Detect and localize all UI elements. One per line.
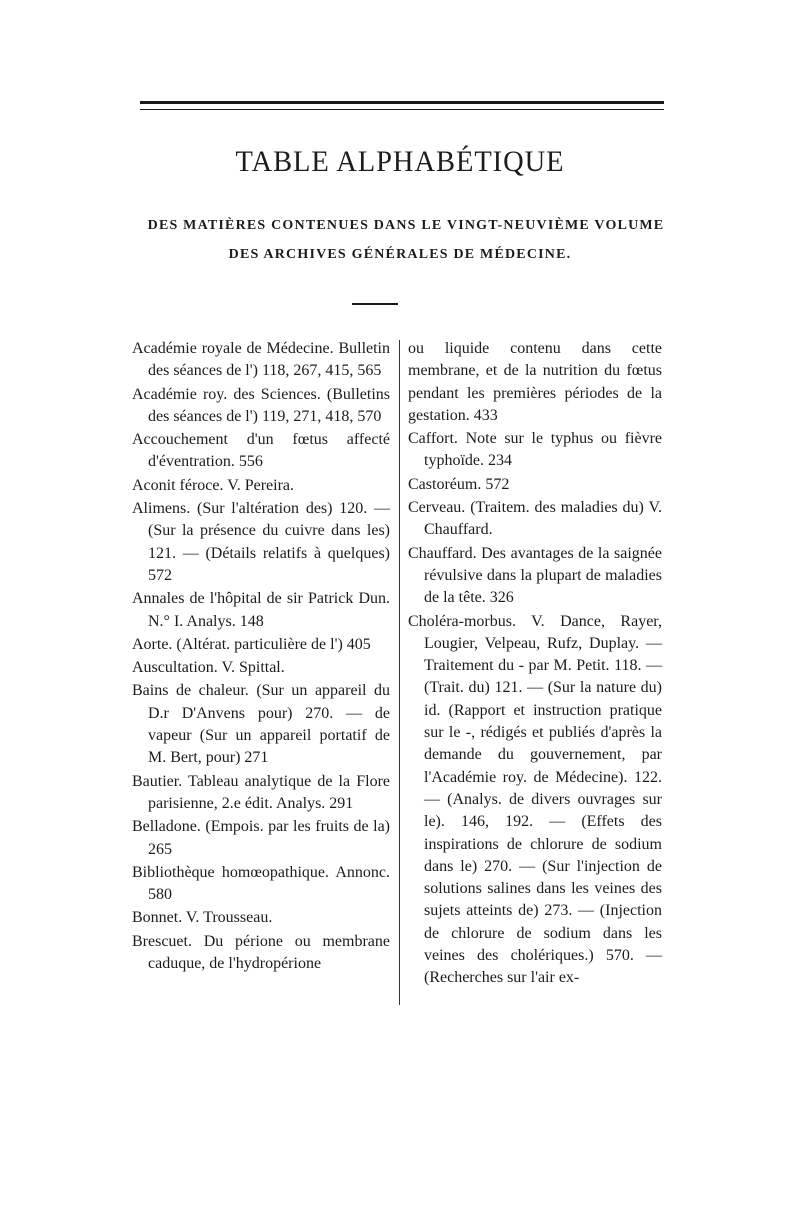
left-column [132, 338, 390, 976]
index-entry: Annales de l'hôpital de sir Patrick Dun. N.° I. Analys. 148 [132, 590, 390, 630]
index-entry: Caffort. Note sur le typhus ou fièvre typhoïde. 234 [408, 430, 662, 470]
index-entry: Bautier. Tableau analytique de la Flore parisienne, 2.e édit. Analys. 291 [132, 772, 390, 812]
top-rule-thick [140, 101, 664, 104]
index-entry: Chauffard. Des avantages de la saignée révulsive dans la plupart de maladies de la tête. 326 [408, 544, 662, 607]
index-entry: Académie royale de Médecine. Bulletin des séances de l') 118, 267, 415, 565 [132, 340, 390, 380]
index-entry: Cerveau. (Traitem. des maladies du) V. Chauffard. [408, 499, 662, 539]
index-entry: Accouchement d'un fœtus affecté d'éventration. 556 [132, 431, 390, 471]
index-entry: Aconit féroce. V. Pereira. [132, 476, 295, 494]
index-entry: Brescuet. Du périone ou membrane caduque, de l'hydropérione [132, 932, 390, 973]
index-entry: Bonnet. V. Trousseau. [132, 909, 273, 927]
index-entry: Alimens. (Sur l'altération des) 120. — (Sur la présence du cuivre dans les) 121. — (Détails relatifs à quelques) 572 [132, 500, 390, 584]
right-column [408, 338, 662, 991]
top-rule-thin [140, 109, 664, 110]
index-entry-continued: ou liquide contenu dans cette membrane, et de la nutrition du fœtus pendant les premières périodes de la gestation. 433 [408, 340, 662, 424]
section-divider [352, 303, 398, 305]
index-entry: Choléra-morbus. V. Dance, Rayer, Lougier, Velpeau, Rufz, Duplay. — Traitement du - par M. Petit. 118. — (Trait. du) 121. — (Sur la nature du) id. (Rapport et instruction pratique sur le -, rédigés et publiés d'après la demande du gouvernement, par l'Académie roy. de Médecine). 122. — (Analys. de divers ouvrages sur le). 146, 192. — (Effets des inspirations de chlorure de sodium dans le) 270. — (Sur l'injection de solutions salines dans les veines des sujets atteints de) 273. — (Injection de chlorure de sodium dans les veines des cholériques.) 570. — (Recherches sur l'air ex- [408, 612, 662, 987]
index-entry: Castoréum. 572 [408, 475, 510, 493]
page-title: TABLE ALPHABÉTIQUE [235, 145, 565, 178]
index-entry: Belladone. (Empois. par les fruits de la) 265 [132, 818, 390, 858]
column-divider [399, 340, 400, 1005]
subtitle-line-2: DES ARCHIVES GÉNÉRALES DE MÉDECINE. [228, 247, 572, 262]
index-entry: Académie roy. des Sciences. (Bulletins des séances de l') 119, 271, 418, 570 [132, 385, 390, 425]
index-entry: Aorte. (Altérat. particulière de l') 405 [132, 635, 371, 653]
index-entry: Bains de chaleur. (Sur un appareil du D.r D'Anvens pour) 270. — de vapeur (Sur un appareil portatif de M. Bert, pour) 271 [132, 682, 390, 767]
index-entry: Bibliothèque homœopathique. Annonc. 580 [132, 863, 390, 904]
subtitle-line-1: DES MATIÈRES CONTENUES DANS LE VINGT-NEUVIÈME VOLUME [147, 218, 665, 233]
index-entry: Auscultation. V. Spittal. [132, 659, 285, 677]
